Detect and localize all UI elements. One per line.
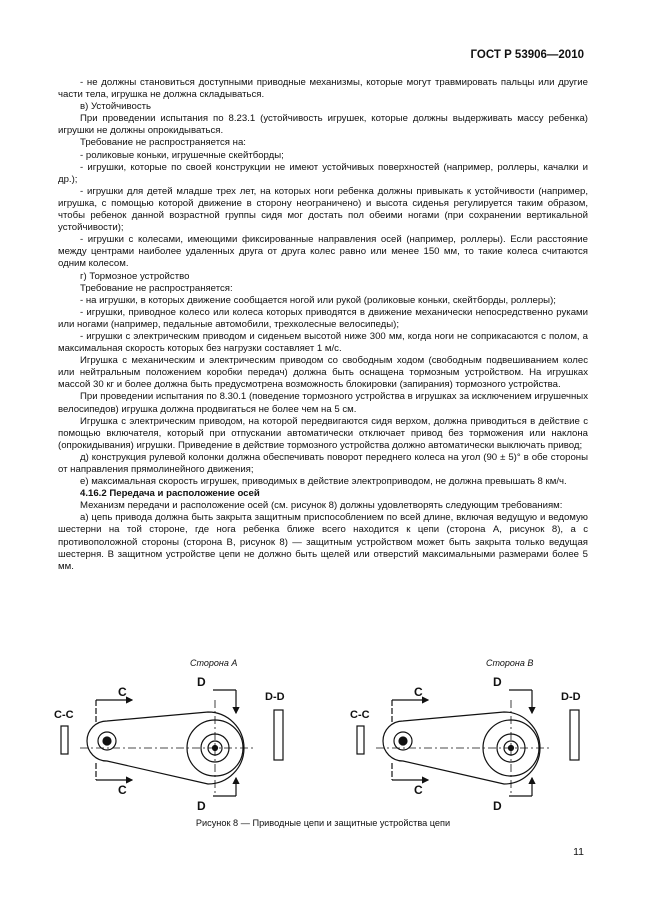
paragraph: г) Тормозное устройство: [80, 270, 190, 282]
page-number: 11: [573, 846, 584, 858]
paragraph: - игрушки, которые по своей конструкции не имеют устойчивых поверхностей (например, роллеры, качалки и др.);: [58, 161, 588, 185]
svg-text:C: C: [414, 783, 423, 797]
paragraph: Требование не распространяется:: [80, 282, 233, 294]
figure-8-chain-guards: [40, 648, 606, 816]
paragraph: - игрушки для детей младше трех лет, на которых ноги ребенка должны привыкать к устойчивости (например, игрушка, с помощью которой движение в сторону неограничено) и высота сиденья регулируется таким образом, чтобы ребенок данной возрастной группы сидя мог достать пол обеими ногами (при сохранении вертикальной устойчивости);: [58, 185, 588, 234]
side-a-drawing: [54, 658, 285, 813]
section-c-top-label: C: [414, 685, 423, 699]
paragraph: При проведении испытания по 8.23.1 (устойчивость игрушек, которые должны выдерживать массу ребенка) игрушки не должны опрокидываться.: [58, 113, 588, 137]
svg-text:C: C: [118, 783, 127, 797]
document-body: [58, 77, 588, 573]
paragraph: - не должны становиться доступными приводные механизмы, которые могут травмировать пальцы или другие части тела, игрушка не должна складываться.: [58, 77, 588, 101]
paragraph: При проведении испытания по 8.30.1 (поведение тормозного устройства в игрушках за исключением игрушечных велосипедов) игрушка должна продвигаться не более чем на 5 см.: [58, 391, 588, 415]
paragraph: Механизм передачи и расположение осей (см. рисунок 8) должны удовлетворять следующим требованиям:: [80, 500, 563, 512]
section-cc-label: C-C: [54, 709, 74, 721]
document-header: ГОСТ Р 53906—2010: [470, 49, 584, 61]
paragraph: в) Устойчивость: [80, 101, 152, 113]
side-b-title: Сторона B: [486, 658, 534, 668]
paragraph: - игрушки с электрическим приводом и сиденьем высотой ниже 300 мм, когда ноги не соприкасаются с полом, а максимальная скорость которых без нагрузки составляет 1 м/с.: [58, 330, 588, 355]
side-b-drawing: [350, 658, 581, 813]
side-a-title: Сторона A: [190, 658, 238, 668]
section-cc-shape: [61, 726, 68, 754]
section-d-top-label: D: [493, 675, 502, 689]
paragraph: Игрушка с механическим и электрическим приводом со свободным ходом (свободным подвешиванием колес или нейтральным положением коробки передач) должна быть оснащена тормозным устройством. На игрушках массой 30 кг и более должна быть предусмотрена возможность блокировки (запирания) тормозного устройства.: [58, 355, 588, 391]
small-sprocket-hub: [103, 737, 111, 745]
paragraph: е) максимальная скорость игрушек, приводимых в действие электроприводом, не должна превышать 8 км/ч.: [80, 476, 567, 488]
section-dd-label: D-D: [561, 691, 581, 703]
figure-caption: Рисунок 8 — Приводные цепи и защитные устройства цепи: [195, 818, 451, 828]
svg-text:D: D: [493, 799, 502, 813]
section-cc-label: C-C: [350, 709, 370, 721]
section-dd-label: D-D: [265, 691, 285, 703]
paragraph: - на игрушки, в которых движение сообщается ногой или рукой (роликовые коньки, скейтборды, роллеры);: [80, 294, 556, 306]
paragraph: д) конструкция рулевой колонки должна обеспечивать поворот переднего колеса на угол (90 ± 5)° в обе стороны от направления прямолинейного движения;: [58, 451, 588, 475]
paragraph: - игрушки с колесами, имеющими фиксированные направления осей (например, роллеры). Если расстояние между центрами наиболее удаленных друга от друга колес равно или менее 150 мм, то такие колеса считаются одним колесом.: [58, 234, 588, 270]
paragraph: а) цепь привода должна быть закрыта защитным приспособлением по всей длине, включая ведущую и ведомую шестерни на той стороне, где нога ребенка ближе всего находится к цепи (сторона А, рисунок 8), а с противоположной стороны (сторона В, рисунок 8) — защитным устройством может быть закрыта только ведущая шестерня. В защитном устройстве цепи не должно быть щелей или отверстий максимальными размерами более 5 мм.: [58, 512, 588, 572]
section-d-top-label: D: [197, 675, 206, 689]
section-dd-shape: [274, 710, 283, 760]
paragraph: Требование не распространяется на:: [80, 137, 246, 149]
paragraph: Игрушка с электрическим приводом, на которой передвигаются сидя верхом, должна приводиться в действие с помощью включателя, который при отпускании автоматически отключает привод без торможения или наклона (опрокидывания) игрушки. Приведение в действие тормозного устройства должно автоматически выключать привод;: [58, 415, 588, 451]
paragraph: - игрушки, приводное колесо или колеса которых приводятся в движение механически непосредственно руками или ногами (например, педальные автомобили, трехколесные велосипеды);: [58, 306, 588, 330]
section-c-top-label: C: [118, 685, 127, 699]
paragraph: - роликовые коньки, игрушечные скейтборды;: [80, 149, 284, 161]
svg-text:D: D: [197, 799, 206, 813]
section-heading: 4.16.2 Передача и расположение осей: [80, 488, 260, 500]
